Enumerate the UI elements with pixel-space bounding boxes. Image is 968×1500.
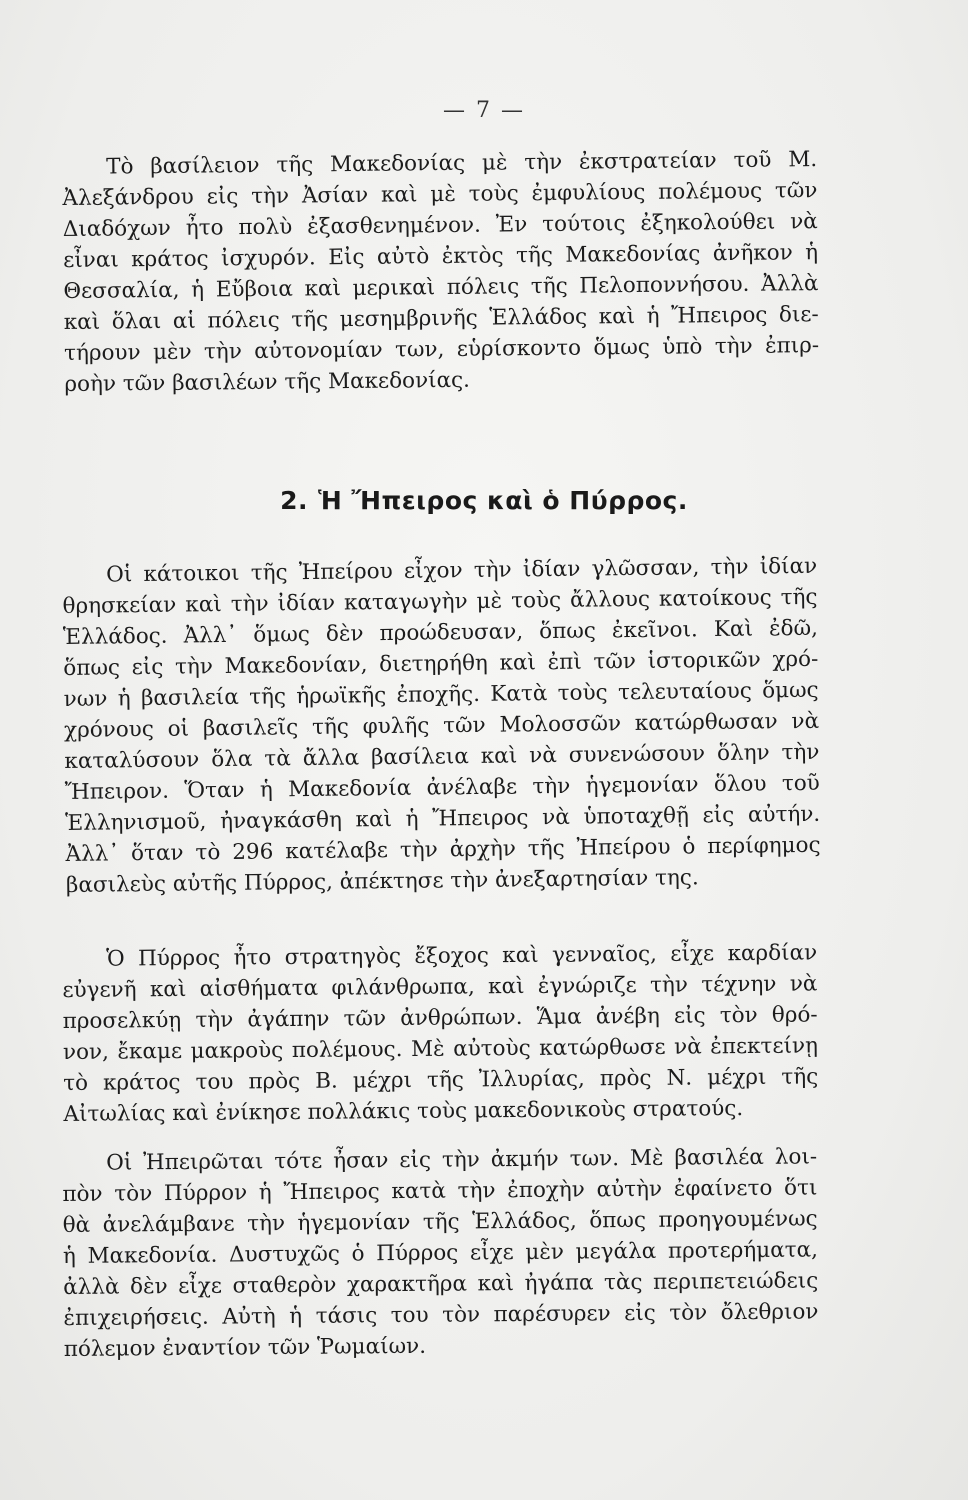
text-line: ροὴν τῶν βασιλέων τῆς Μακεδονίας. — [64, 367, 471, 397]
paragraph-macedonia — [62, 144, 820, 400]
text-line: Τὸ βασίλειον τῆς Μακεδονίας μὲ τὴν ἐκστρατείαν τοῦ Μ. — [106, 147, 818, 180]
text-line: Ἑλλάδος. Ἀλλ᾽ ὅμως δὲν προώδευσαν, ὅπως ἐκεῖνοι. Καὶ ἐδῶ, — [62, 615, 819, 650]
text-line: βασιλεὺς αὐτῆς Πύρρος, ἀπέκτησε τὴν ἀνεξαρτησίαν της. — [65, 865, 699, 898]
text-line: Ἀλλ᾽ ὅταν τὸ 296 κατέλαβε τὴν ἀρχὴν τῆς Ἠπείρου ὁ περίφημος — [65, 832, 821, 867]
text-line: πόλεμον ἐναντίον τῶν Ῥωμαίων. — [63, 1333, 427, 1362]
text-line: Διαδόχων ἦτο πολὺ ἐξασθενημένον. Ἐν τούτοις ἐξηκολούθει νὰ — [62, 209, 818, 242]
paragraph-pyrrhus — [62, 937, 819, 1130]
paragraph-epirotes — [62, 1141, 819, 1365]
paragraph-epirus — [62, 551, 821, 901]
text-line: προσελκύῃ τὴν ἀγάπην τῶν ἀνθρώπων. Ἅμα ἀνέβη εἰς τὸν θρό- — [62, 1002, 818, 1034]
text-line: Ἀλεξάνδρου εἰς τὴν Ἀσίαν καὶ μὲ τοὺς ἐμφυλίους πολέμους τῶν — [62, 178, 818, 211]
text-line: Οἱ κάτοικοι τῆς Ἠπείρου εἶχον τὴν ἰδίαν γλῶσσαν, τὴν ἰδίαν — [106, 553, 818, 588]
text-line: τήρουν μὲν τὴν αὐτονομίαν των, εὑρίσκοντο ὅμως ὑπὸ τὴν ἐπιρ- — [63, 333, 820, 366]
text-line: τὸ κράτος του πρὸς Β. μέχρι τῆς Ἰλλυρίας, πρὸς Ν. μέχρι τῆς — [63, 1064, 819, 1096]
text-line: θρησκείαν καὶ τὴν ἰδίαν καταγωγὴν μὲ τοὺς ἄλλους κατοίκους τῆς — [62, 584, 818, 619]
text-line: καὶ ὅλαι αἱ πόλεις τῆς μεσημβρινῆς Ἑλλάδος καὶ ἡ Ἤπειρος διε- — [63, 302, 819, 335]
text-line: νων ἡ βασιλεία τῆς ἡρωϊκῆς ἐποχῆς. Κατὰ τοὺς τελευταίους ὅμως — [63, 677, 819, 712]
text-line: εἶναι κράτος ἰσχυρόν. Εἰς αὐτὸ ἐκτὸς τῆς Μακεδονίας ἀνῆκον ἡ — [63, 240, 819, 273]
text-line: χρόνους οἱ βασιλεῖς τῆς φυλῆς τῶν Μολοσσῶν κατώρθωσαν νὰ — [63, 708, 820, 743]
page-number: — 7 — — [443, 98, 525, 123]
text-line: Ἑλληνισμοῦ, ἠναγκάσθη καὶ ἡ Ἤπειρος νὰ ὑποταχθῇ εἰς αὐτήν. — [65, 801, 821, 836]
text-line: θὰ ἀνελάμβανε τὴν ἡγεμονίαν τῆς Ἑλλάδος, ὅπως προηγουμένως — [62, 1206, 818, 1238]
text-line: Ὁ Πύρρος ἦτο στρατηγὸς ἔξοχος καὶ γενναῖος, εἶχε καρδίαν — [106, 940, 818, 972]
text-line: ἀλλὰ δὲν εἶχε σταθερὸν χαρακτῆρα καὶ ἠγάπα τὰς περιπετειώδεις — [63, 1268, 819, 1300]
text-line: νον, ἔκαμε μακροὺς πολέμους. Μὲ αὐτοὺς κατώρθωσε νὰ ἐπεκτείνῃ — [62, 1033, 819, 1065]
text-line: ἡ Μακεδονία. Δυστυχῶς ὁ Πύρρος εἶχε μὲν μεγάλα προτερήματα, — [62, 1237, 819, 1269]
text-line: ἐπιχειρήσεις. Αὐτὴ ἡ τάσις του τὸν παρέσυρεν εἰς τὸν ὄλεθριον — [63, 1299, 819, 1331]
text-line: καταλύσουν ὅλα τὰ ἄλλα βασίλεια καὶ νὰ συνενώσουν ὅλην τὴν — [64, 739, 820, 774]
text-line: ὅπως εἰς τὴν Μακεδονίαν, διετηρήθη καὶ ἐπὶ τῶν ἱστορικῶν χρό- — [63, 646, 819, 681]
text-line: Ἤπειρον. Ὅταν ἡ Μακεδονία ἀνέλαβε τὴν ἡγεμονίαν ὅλου τοῦ — [64, 770, 820, 805]
text-line: Οἱ Ἠπειρῶται τότε ἦσαν εἰς τὴν ἀκμήν των. Μὲ βασιλέα λοι- — [106, 1144, 818, 1176]
section-heading — [0, 486, 968, 515]
text-line: Αἰτωλίας καὶ ἐνίκησε πολλάκις τοὺς μακεδονικοὺς στρατούς. — [63, 1096, 744, 1127]
section-title: Ἡ Ἤπειρος καὶ ὁ Πύρρος. — [318, 486, 688, 515]
text-line: εὐγενῆ καὶ αἰσθήματα φιλάνθρωπα, καὶ ἐγνώριζε τὴν τέχνην νὰ — [62, 971, 818, 1003]
text-line: πὸν τὸν Πύρρον ἡ Ἤπειρος κατὰ τὴν ἐποχὴν αὐτὴν ἐφαίνετο ὅτι — [62, 1175, 818, 1207]
text-line: Θεσσαλία, ἡ Εὔβοια καὶ μερικαὶ πόλεις τῆς Πελοποννήσου. Ἀλλὰ — [63, 271, 819, 304]
section-number: 2. — [280, 486, 309, 515]
